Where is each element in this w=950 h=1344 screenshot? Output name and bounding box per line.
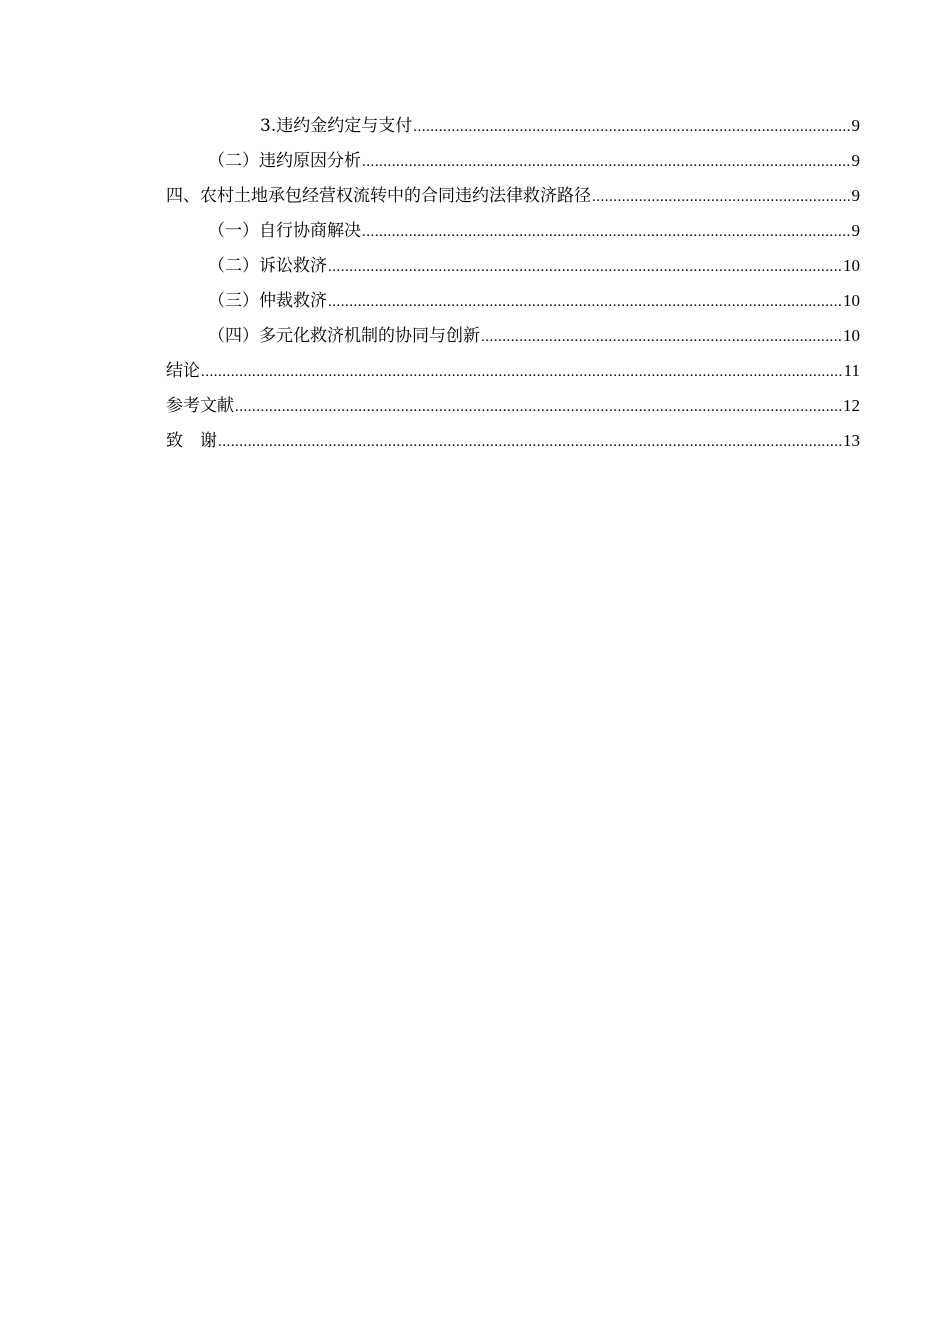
table-of-contents (166, 108, 860, 458)
toc-page-number: 9 (851, 151, 860, 170)
toc-entry[interactable] (166, 248, 860, 283)
toc-page-number: 13 (843, 431, 860, 450)
toc-dot-leader (201, 355, 843, 390)
toc-entry[interactable] (166, 178, 860, 213)
toc-entry-title: 参考文献 (166, 396, 234, 416)
toc-entry[interactable] (166, 143, 860, 178)
toc-entry[interactable] (166, 213, 860, 248)
toc-entry-title: （四）多元化救济机制的协同与创新 (208, 326, 480, 346)
toc-entry[interactable] (166, 388, 860, 423)
toc-entry-title: （一）自行协商解决 (208, 221, 361, 241)
toc-entry[interactable] (166, 318, 860, 353)
toc-dot-leader (218, 425, 842, 460)
toc-dot-leader (328, 285, 842, 320)
toc-entry-title: （二）违约原因分析 (208, 151, 361, 171)
toc-page-number: 9 (851, 221, 860, 240)
toc-page-number: 12 (843, 396, 860, 415)
toc-page-number: 9 (851, 186, 860, 205)
toc-page-number: 10 (843, 326, 860, 345)
toc-dot-leader (481, 320, 842, 355)
toc-dot-leader (235, 390, 842, 425)
toc-page-number: 10 (843, 291, 860, 310)
toc-entry-title: 致 谢 (166, 431, 217, 451)
toc-entry-title: 四、农村土地承包经营权流转中的合同违约法律救济路径 (166, 186, 591, 206)
toc-entry-title: 结论 (166, 361, 200, 381)
toc-entry[interactable] (166, 283, 860, 318)
toc-entry-title: （三）仲裁救济 (208, 291, 327, 311)
toc-entry-title: 3.违约金约定与支付 (260, 116, 413, 136)
toc-entry-title: （二）诉讼救济 (208, 256, 327, 276)
toc-entry[interactable] (166, 108, 860, 143)
toc-page-number: 10 (843, 256, 860, 275)
toc-page-number: 11 (843, 361, 860, 380)
toc-entry[interactable] (166, 353, 860, 388)
toc-dot-leader (362, 215, 851, 250)
toc-dot-leader (328, 250, 842, 285)
toc-page-number: 9 (851, 116, 860, 135)
toc-dot-leader (413, 110, 850, 145)
toc-entry[interactable] (166, 423, 860, 458)
toc-dot-leader (592, 180, 851, 215)
toc-dot-leader (362, 145, 851, 180)
